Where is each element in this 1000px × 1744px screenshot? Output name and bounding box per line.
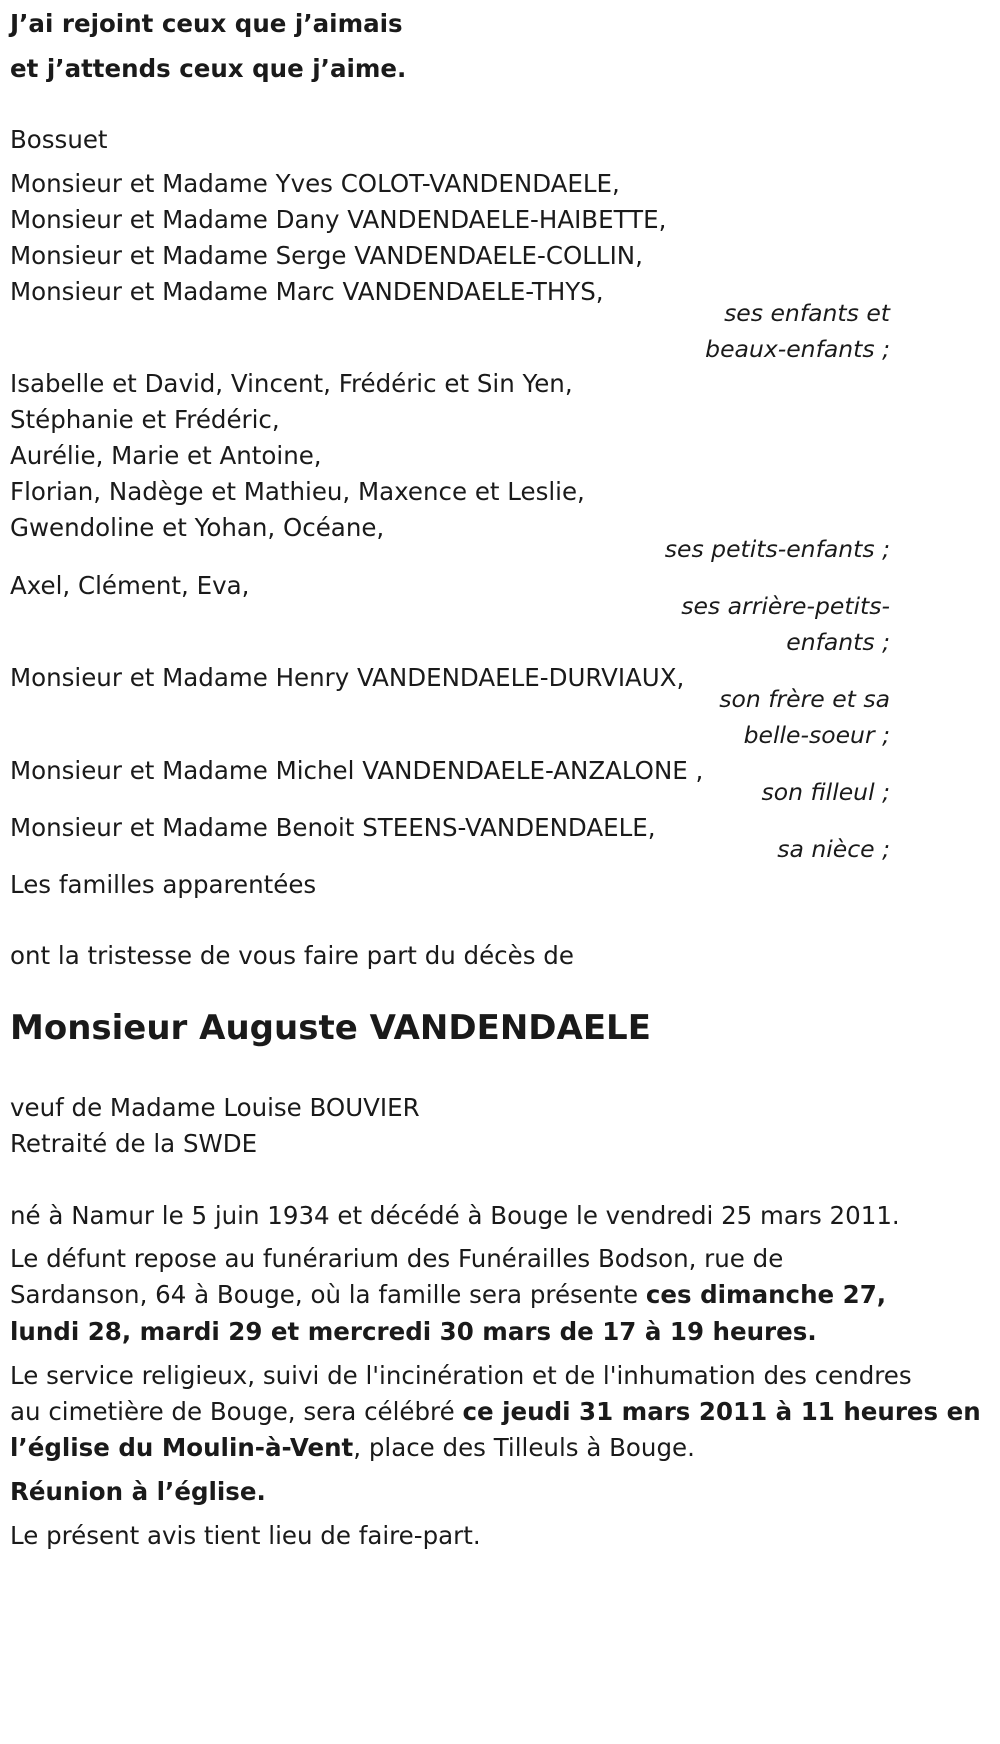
deceased-name: Monsieur Auguste VANDENDAELE xyxy=(10,1008,651,1048)
rest-dates: lundi 28, mardi 29 et mercredi 30 mars de 17 à 19 heures. xyxy=(10,1317,817,1346)
epigraph-line-2: et j’attends ceux que j’aime. xyxy=(10,54,407,83)
children-relation-1: ses enfants et xyxy=(724,299,890,327)
service-place: , place des Tilleuls à Bouge. xyxy=(353,1433,695,1462)
rest-line-2 xyxy=(10,1280,887,1309)
great-grandchildren-relation-1: ses arrière-petits- xyxy=(681,592,890,620)
rest-line-1: Le défunt repose au funérarium des Funérailles Bodson, rue de xyxy=(10,1244,784,1273)
niece: Monsieur et Madame Benoit STEENS-VANDENDAELE, xyxy=(10,813,656,842)
great-grandchildren: Axel, Clément, Eva, xyxy=(10,571,250,600)
grandchild-line-5: Gwendoline et Yohan, Océane, xyxy=(10,513,385,542)
notice-note: Le présent avis tient lieu de faire-part. xyxy=(10,1521,481,1550)
grandchild-line-1: Isabelle et David, Vincent, Frédéric et Sin Yen, xyxy=(10,369,573,398)
service-line-3 xyxy=(10,1433,695,1462)
brother-relation-2: belle-soeur ; xyxy=(743,721,890,749)
epigraph-line-1: J’ai rejoint ceux que j’aimais xyxy=(10,9,403,38)
widower-of: veuf de Madame Louise BOUVIER xyxy=(10,1093,420,1122)
meeting-note: Réunion à l’église. xyxy=(10,1477,266,1506)
godson-relation: son filleul ; xyxy=(761,778,890,806)
child-line-1: Monsieur et Madame Yves COLOT-VANDENDAELE, xyxy=(10,169,620,198)
niece-relation: sa nièce ; xyxy=(777,835,890,863)
service-line-2 xyxy=(10,1397,981,1426)
child-line-4: Monsieur et Madame Marc VANDENDAELE-THYS, xyxy=(10,277,604,306)
brother: Monsieur et Madame Henry VANDENDAELE-DURVIAUX, xyxy=(10,663,685,692)
related-families: Les familles apparentées xyxy=(10,870,317,899)
grandchild-line-3: Aurélie, Marie et Antoine, xyxy=(10,441,322,470)
child-line-3: Monsieur et Madame Serge VANDENDAELE-COLLIN, xyxy=(10,241,643,270)
location: Bossuet xyxy=(10,125,108,154)
children-relation-2: beaux-enfants ; xyxy=(705,335,890,363)
service-date: ce jeudi 31 mars 2011 à 11 heures en xyxy=(462,1397,981,1426)
grandchild-line-2: Stéphanie et Frédéric, xyxy=(10,405,280,434)
grandchildren-relation: ses petits-enfants ; xyxy=(664,535,890,563)
child-line-2: Monsieur et Madame Dany VANDENDAELE-HAIBETTE, xyxy=(10,205,667,234)
great-grandchildren-relation-2: enfants ; xyxy=(786,628,890,656)
announcement: ont la tristesse de vous faire part du décès de xyxy=(10,941,574,970)
service-line-2-text: au cimetière de Bouge, sera célébré xyxy=(10,1397,463,1426)
birth-death: né à Namur le 5 juin 1934 et décédé à Bouge le vendredi 25 mars 2011. xyxy=(10,1201,900,1230)
occupation: Retraité de la SWDE xyxy=(10,1129,258,1158)
rest-line-2-text: Sardanson, 64 à Bouge, où la famille sera présente xyxy=(10,1280,646,1309)
service-church: l’église du Moulin-à-Vent xyxy=(10,1433,354,1462)
rest-dates-start: ces dimanche 27, xyxy=(645,1280,887,1309)
brother-relation-1: son frère et sa xyxy=(719,685,890,713)
godson: Monsieur et Madame Michel VANDENDAELE-ANZALONE , xyxy=(10,756,704,785)
service-line-1: Le service religieux, suivi de l'incinération et de l'inhumation des cendres xyxy=(10,1361,912,1390)
grandchild-line-4: Florian, Nadège et Mathieu, Maxence et Leslie, xyxy=(10,477,585,506)
